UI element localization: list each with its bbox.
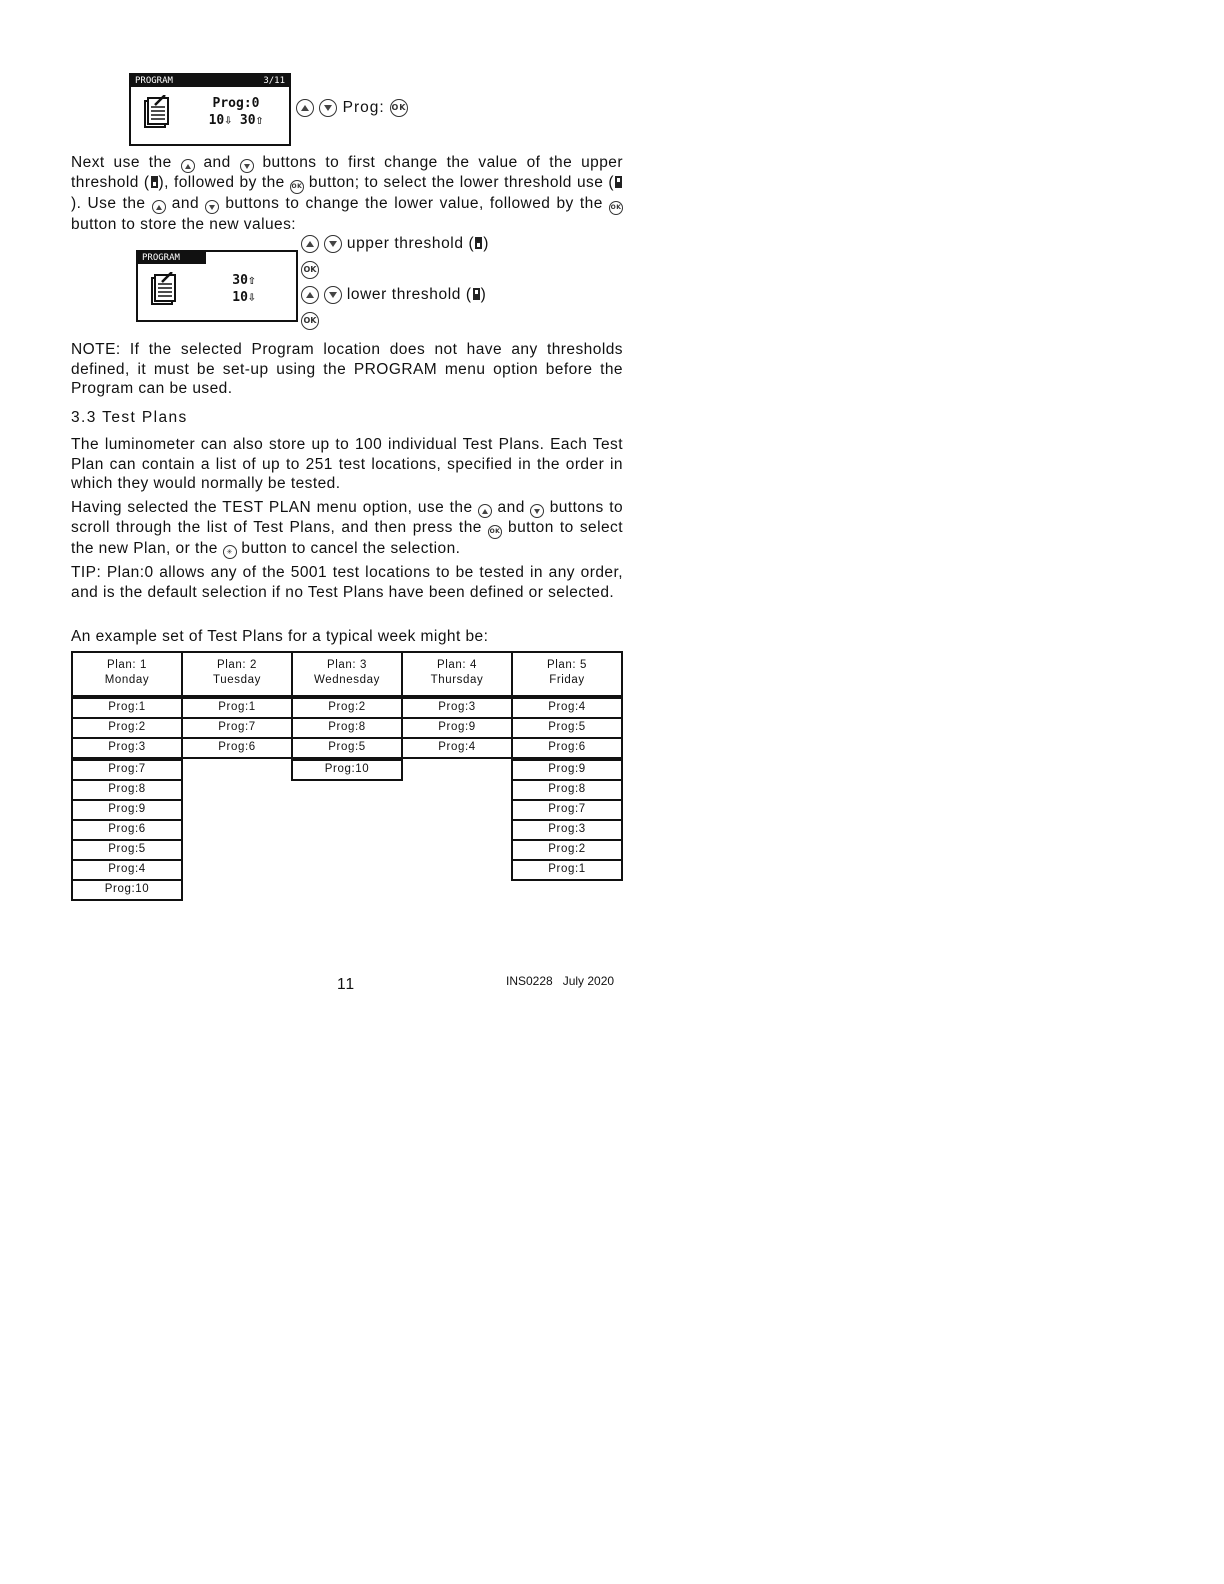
- para1-text-c: buttons to first change the value of the upper threshold (: [71, 154, 623, 191]
- ok-button-icon: OK: [609, 201, 623, 215]
- para1-text-a: Next use the: [71, 154, 172, 171]
- plan-title: Plan: 1: [106, 659, 147, 671]
- plan-5-prog-cell: Prog:5: [511, 717, 623, 739]
- page-number: 11: [337, 976, 356, 993]
- plan-5-prog-cell: Prog:7: [511, 799, 623, 821]
- plan-header-1: [71, 651, 183, 697]
- ok-button-icon: OK: [301, 261, 319, 279]
- example-intro-text: An example set of Test Plans for a typical week might be:: [71, 628, 489, 645]
- screen-header-page: 3/11: [263, 76, 285, 86]
- select-text-d: button to select the new Plan, or the: [71, 519, 624, 557]
- tip-paragraph: [71, 563, 623, 602]
- upper-threshold-icon: [475, 237, 482, 249]
- down-button-icon: [319, 99, 337, 117]
- plan-day: Tuesday: [213, 674, 261, 686]
- plan-1-prog-cell: Prog:1: [71, 697, 183, 719]
- plan-3-prog-cell: Prog:10: [291, 759, 403, 781]
- plan-1-prog-cell: Prog:10: [71, 879, 183, 901]
- screen-upper-line: 30⇧: [232, 273, 256, 288]
- plan-day: Friday: [549, 674, 585, 686]
- plan-5-prog-cell: Prog:3: [511, 819, 623, 841]
- down-button-icon: [324, 235, 342, 253]
- plan-title: Plan: 3: [326, 659, 367, 671]
- select-paragraph: [71, 498, 623, 559]
- ok-button-icon: OK: [290, 180, 304, 194]
- plan-5-prog-cell: Prog:8: [511, 779, 623, 801]
- caption-close: ): [483, 235, 489, 252]
- screen-values: [214, 272, 274, 306]
- prog-label: Prog:: [342, 99, 385, 116]
- plan-2-prog-cell: Prog:6: [181, 737, 293, 759]
- plan-5-prog-cell: Prog:9: [511, 759, 623, 781]
- plan-1-prog-cell: Prog:9: [71, 799, 183, 821]
- instructions-paragraph: [71, 153, 623, 235]
- plan-1-prog-cell: Prog:2: [71, 717, 183, 739]
- cancel-button-icon: ✳: [223, 545, 237, 559]
- up-button-icon: [301, 235, 319, 253]
- para1-text-i: button to store the new values:: [71, 216, 297, 233]
- para1-text-e: button; to select the lower threshold use (: [308, 174, 614, 191]
- plan-1-prog-cell: Prog:6: [71, 819, 183, 841]
- plan-day: Thursday: [430, 674, 484, 686]
- plans-text: The luminometer can also store up to 100 individual Test Plans. Each Test Plan can contain a list of up to 251 test locations, specified in the order in which they would normally be tested.: [71, 436, 623, 492]
- select-text-a: Having selected the TEST PLAN menu option, use the: [71, 499, 473, 516]
- program-screen-1: [129, 73, 291, 146]
- plan-1-prog-cell: Prog:4: [71, 859, 183, 881]
- screen-header: [131, 75, 289, 87]
- lower-threshold-icon: [473, 288, 480, 300]
- upper-threshold-icon: [151, 176, 158, 188]
- screen-header-title: PROGRAM: [135, 76, 173, 86]
- plan-5-prog-cell: Prog:6: [511, 737, 623, 759]
- screen-values: [201, 95, 271, 129]
- up-button-icon: [181, 159, 195, 173]
- plan-5-prog-cell: Prog:2: [511, 839, 623, 861]
- plans-paragraph: [71, 435, 623, 494]
- plan-title: Plan: 4: [436, 659, 477, 671]
- ok-button-icon: OK: [390, 99, 408, 117]
- document-reference: INS0228 July 2020: [506, 974, 615, 988]
- plan-day: Wednesday: [314, 674, 380, 686]
- plan-4-prog-cell: Prog:4: [401, 737, 513, 759]
- down-button-icon: [205, 200, 219, 214]
- para1-text-g: and: [171, 195, 200, 212]
- plan-title: Plan: 5: [546, 659, 587, 671]
- document-edit-icon: [143, 95, 169, 129]
- plan-4-prog-cell: Prog:3: [401, 697, 513, 719]
- section-heading: 3.3 Test Plans: [71, 409, 188, 426]
- up-button-icon: [301, 286, 319, 304]
- plan-2-prog-cell: Prog:7: [181, 717, 293, 739]
- down-button-icon: [530, 504, 544, 518]
- plan-header-3: [291, 651, 403, 697]
- lower-threshold-caption: [301, 286, 486, 304]
- plan-header-5: [511, 651, 623, 697]
- select-text-b: and: [497, 499, 525, 516]
- example-intro: [71, 627, 623, 647]
- plan-3-prog-cell: Prog:5: [291, 737, 403, 759]
- ok-step-2: [301, 312, 319, 330]
- para1-text-f: ). Use the: [71, 195, 146, 212]
- plan-1-prog-cell: Prog:8: [71, 779, 183, 801]
- up-button-icon: [478, 504, 492, 518]
- program-screen-2: [136, 250, 298, 322]
- plan-3-prog-cell: Prog:2: [291, 697, 403, 719]
- caption-close: ): [480, 286, 487, 303]
- down-button-icon: [240, 159, 254, 173]
- note-text: NOTE: If the selected Program location does not have any thresholds defined, it must be set-up using the PROGRAM menu option before the Program can be used.: [71, 341, 623, 397]
- ok-step-1: [301, 261, 319, 279]
- tip-text: TIP: Plan:0 allows any of the 5001 test locations to be tested in any order, and is the default selection if no Test Plans have been defined or selected.: [71, 564, 623, 601]
- upper-threshold-caption: [301, 235, 489, 253]
- upper-threshold-label: upper threshold (: [346, 235, 475, 252]
- plan-5-prog-cell: Prog:4: [511, 697, 623, 719]
- plan-5-prog-cell: Prog:1: [511, 859, 623, 881]
- plan-1-prog-cell: Prog:5: [71, 839, 183, 861]
- plan-day: Monday: [104, 674, 150, 686]
- plan-1-prog-cell: Prog:7: [71, 759, 183, 781]
- screen-header: [138, 252, 206, 264]
- para1-text-d: ), followed by the: [158, 174, 285, 191]
- plan-3-prog-cell: Prog:8: [291, 717, 403, 739]
- up-button-icon: [296, 99, 314, 117]
- screen-header-title: PROGRAM: [142, 253, 180, 263]
- plan-2-prog-cell: Prog:1: [181, 697, 293, 719]
- plan-header-4: [401, 651, 513, 697]
- lower-threshold-icon: [615, 176, 622, 188]
- select-text-e: button to cancel the selection.: [241, 540, 461, 557]
- lower-threshold-label: lower threshold (: [346, 286, 472, 303]
- plan-title: Plan: 2: [216, 659, 257, 671]
- document-edit-icon: [150, 272, 176, 306]
- plan-1-prog-cell: Prog:3: [71, 737, 183, 759]
- select-text-c: buttons to scroll through the list of Test Plans, and then press the: [71, 499, 624, 536]
- screen1-caption: [296, 99, 408, 117]
- ok-button-icon: OK: [488, 525, 502, 539]
- plan-4-prog-cell: Prog:9: [401, 717, 513, 739]
- screen-prog-line: Prog:0: [212, 96, 260, 111]
- para1-text-h: buttons to change the lower value, followed by the: [225, 195, 603, 212]
- screen-threshold-line: 10⇩ 30⇧: [208, 113, 264, 128]
- up-button-icon: [152, 200, 166, 214]
- down-button-icon: [324, 286, 342, 304]
- ok-button-icon: OK: [301, 312, 319, 330]
- plan-header-2: [181, 651, 293, 697]
- para1-text-b: and: [203, 154, 231, 171]
- note-paragraph: [71, 340, 623, 399]
- screen-lower-line: 10⇩: [232, 290, 256, 305]
